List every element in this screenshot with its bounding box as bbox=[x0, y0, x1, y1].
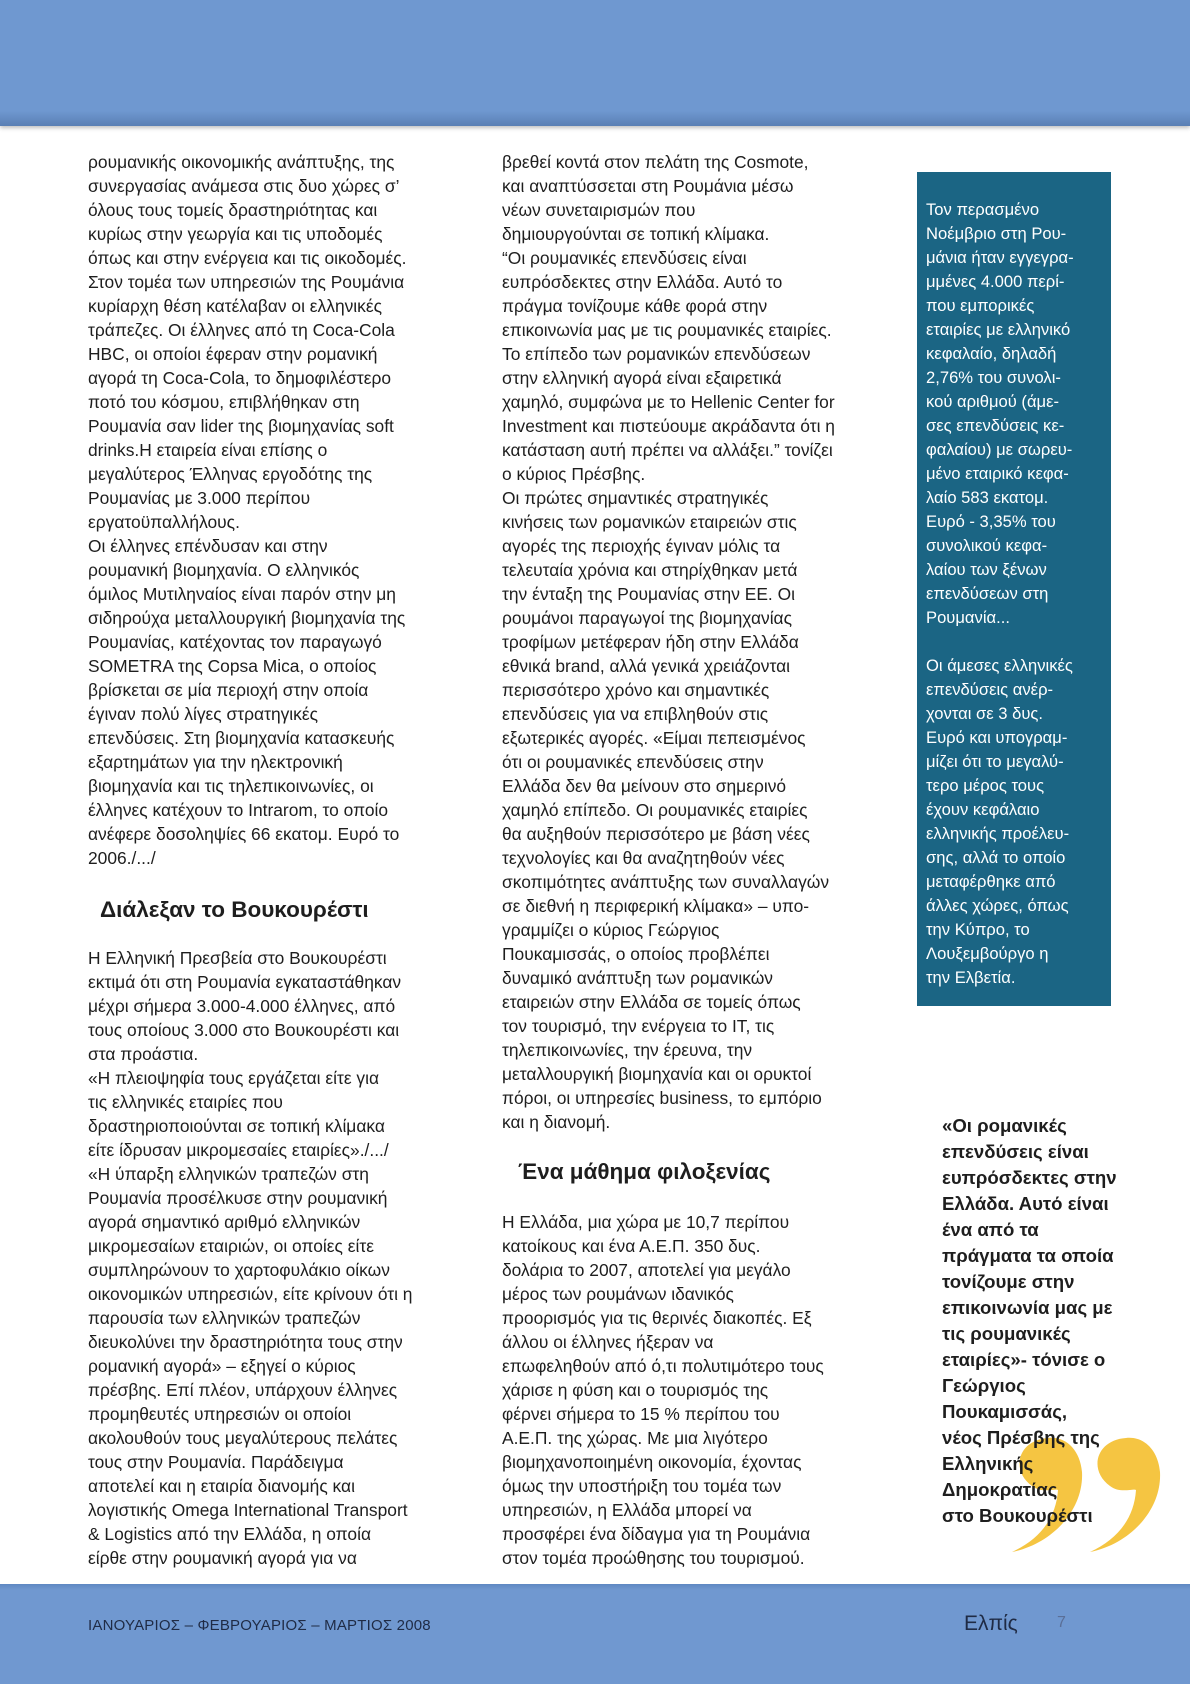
section-heading: Ένα μάθημα φιλοξενίας bbox=[518, 1159, 771, 1184]
header-band bbox=[0, 0, 1190, 126]
paragraph: Στον τομέα των υπηρεσιών της Ρουμάνια κυρίαρχη θέση κατέλαβαν οι ελληνικές τράπεζες. Οι έλληνες από τη Coca-Cola HBC, οι οποίοι έφεραν στην ρομανική αγορά τη Coca-Cola, το δημοφιλέστερο ποτό του κόσμου, επιβλήθηκαν στη Ρουμανία σαν lider της βιομηχανίας soft drinks.Η εταιρεία είναι επίσης ο μεγαλύτερος Έλληνας εργοδότης της Ρουμανίας με 3.000 περίπου εργατοϋπαλλήλους. bbox=[88, 272, 405, 532]
page-number: 7 bbox=[1057, 1614, 1066, 1631]
article-column-2 bbox=[502, 150, 882, 1570]
pull-quote bbox=[942, 1113, 1182, 1529]
paragraph: βρεθεί κοντά στον πελάτη της Cosmote, και αναπτύσσεται στη Ρουμάνια μέσω νέων συνεταιρισμών που δημιουργούνται σε τοπική κλίμακα. bbox=[502, 152, 809, 244]
section-heading: Διάλεξαν το Βουκουρέστι bbox=[100, 897, 369, 922]
paragraph: Η Ελληνική Πρεσβεία στο Βουκουρέστι εκτιμά ότι στη Ρουμανία εγκαταστάθηκαν μέχρι σήμερα 3.000-4.000 έλληνες, από τους οποίους 3.000 στο Βουκουρέστι και στα προάστια. bbox=[88, 948, 402, 1064]
paragraph: Οι πρώτες σημαντικές στρατηγικές κινήσεις των ρομανικών εταιρειών στις αγορές της περιοχής έγιναν μόλις τα τελευταία χρόνια και στηρίχθηκαν μετά την ένταξη της Ρουμανίας στην ΕΕ. Οι ρουμάνοι παραγωγοί της βιομηχανίας τροφίμων μετέφεραν ήδη στην Ελλάδα εθνικά brand, αλλά γενικά χρειάζονται περισσότερο χρόνο και σημαντικές επενδύσεις για να επιβληθούν στις εξωτερικές αγορές. «Είμαι πεπεισμένος ότι οι ρουμανικές επενδύσεις στην Ελλάδα δεν θα μείνουν στο σημερινό χαμηλό επίπεδο. Οι ρουμανικές εταιρίες θα αυξηθούν περισσότερο με βάση νέες τεχνολογίες και θα αναζητηθούν νέες σκοπιμότητες ανάπτυξης των συναλλαγών σε διεθνή η περιφερική κλίμακα» – υπο- γραμμίζει ο κύριος Γεώργιος Πουκαμισσάς, ο οποίος προβλέπει δυναμικό ανάπτυξη των ρομανικών εταιρειών στην Ελλάδα σε τομείς όπως τον τουρισμό, την ενέργεια το IT, τις τηλεπικοινωνίες, την έρευνα, την μεταλλουργική βιομηχανία και οι ορυκτοί πόροι, οι υπηρεσίες business, το εμπόριο και η διανομή. bbox=[502, 488, 830, 1132]
paragraph: ρουμανικής οικονομικής ανάπτυξης, της συνεργασίας ανάμεσα στις δυο χώρες σ’ όλους τους τομείς δραστηριότητας και κυρίως στην γεωργία και τις υποδομές όπως και στην ενέργεια και τις οικοδομές. bbox=[88, 152, 407, 268]
sidebar-paragraph: Οι άμεσες ελληνικές επενδύσεις ανέρ- χονται σε 3 δυς. Ευρό και υπογραμ- μίζει ότι το μεγαλύ- τερο μέρος τους έχουν κεφάλαιο ελληνικής προέλευ- σης, αλλά το οποίο μεταφέρθηκε από άλλες χώρες, όπως την Κύπρο, το Λουξεμβούργο η την Ελβετία. bbox=[926, 656, 1073, 987]
sidebar-paragraph: Τον περασμένο Νοέμβριο στη Ρου- μάνια ήταν εγγεγρα- μμένες 4.000 περί- που εμπορικές εταιρίες με ελληνικό κεφαλαίο, δηλαδή 2,76% του συνολι- κού αριθμού (άμε- σες επενδύσεις κε- φαλαίου) με σωρευ- μένο εταιρικό κεφα- λαίο 583 εκατομ. Ευρό - 3,35% του συνολικού κεφα- λαίου των ξένων επενδύσεων στη Ρουμανία... bbox=[926, 200, 1074, 627]
footer-date: ΙΑΝΟΥΑΡΙΟΣ – ΦΕΒΡΟΥΑΡΙΟΣ – ΜΑΡΤΙΟΣ 2008 bbox=[88, 1617, 431, 1634]
paragraph: «Η πλειοψηφία τους εργάζεται είτε για τις ελληνικές εταιρίες που δραστηριοποιούνται σε τοπική κλίμακα είτε ίδρυσαν μικρομεσαίες εταιρίες»./.../ bbox=[88, 1068, 389, 1160]
paragraph: Η Ελλάδα, μια χώρα με 10,7 περίπου κατοίκους και ένα Α.Ε.Π. 350 δυς. δολάρια το 2007, αποτελεί για μεγάλο μέρος των ρουμάνων ιδανικός προορισμός για τις θερινές διακοπές. Εξ άλλου οι έλληνες ήξεραν να επωφεληθούν από ό,τι πολυτιμότερο τους χάρισε η φύση και ο τουρισμός της φέρνει σήμερα το 15 % περίπου του Α.Ε.Π. της χώρας. Με μια λιγότερο βιομηχανοποιημένη οικονομία, έχοντας όμως την υποστήριξη του τομέα των υπηρεσιών, η Ελλάδα μπορεί να προσφέρει ένα δίδαγμα για τη Ρουμάνια στον τομέα προώθησης του τουρισμού. bbox=[502, 1212, 824, 1568]
article-column-1 bbox=[88, 150, 468, 1570]
pull-quote-text: «Οι ρομανικές επενδύσεις είναι ευπρόσδεκτες στην Ελλάδα. Αυτό είναι ένα από τα πράγματα τα οποία τονίζουμε στην επικοινωνία μας με τις ρουμανικές εταιρίες»- τόνισε ο Γεώργιος Πουκαμισσάς, νέος Πρέσβης της Ελληνικής Δημοκρατίας στο Βουκουρέστι bbox=[942, 1115, 1117, 1526]
magazine-name: Ελπίς bbox=[964, 1612, 1018, 1635]
paragraph: “Οι ρουμανικές επενδύσεις είναι ευπρόσδεκτες στην Ελλάδα. Αυτό το πράγμα τονίζουμε κάθε φορά στην επικοινωνία μας με τις ρουμανικές εταιρίες. Το επίπεδο των ρομανικών επενδύσεων στην ελληνική αγορά είναι εξαιρετικά χαμηλό, συμφώνα με το Hellenic Center for Investment και πιστεύουμε ακράδαντα ότι η κατάσταση αυτή πρέπει να αλλάξει.” τονίζει ο κύριος Πρέσβης. bbox=[502, 248, 835, 484]
sidebar-box bbox=[917, 172, 1111, 1006]
paragraph: «Η ύπαρξη ελληνικών τραπεζών στη Ρουμανία προσέλκυσε στην ρουμανική αγορά σημαντικό αριθμό ελληνικών μικρομεσαίων εταιριών, οι οποίες είτε συμπληρώνουν το χαρτοφυλάκιο οίκων οικονομικών υπηρεσιών, είτε κρίνουν ότι η παρουσία των ελληνικών τραπεζών διευκολύνει την δραστηριότητα τους στην ρομανική αγορά» – εξηγεί ο κύριος πρέσβης. Επί πλέον, υπάρχουν έλληνες προμηθευτές υπηρεσιών οι οποίοι ακολουθούν τους μεγαλύτερους πελάτες τους στην Ρουμανία. Παράδειγμα αποτελεί και η εταιρία διανομής και λογιστικής Omega International Transport & Logistics από την Ελλάδα, η οποία είρθε στην ρουμανική αγορά για να bbox=[88, 1164, 413, 1568]
paragraph: Οι έλληνες επένδυσαν και στην ρουμανική βιομηχανία. Ο ελληνικός όμιλος Μυτιληναίος είναι παρόν στην μη σιδηρούχα μεταλλουργική βιομηχανία της Ρουμανίας, κατέχοντας τον παραγωγό SOMETRA της Copsa Mica, ο οποίος βρίσκεται σε μία περιοχή στην οποία έγιναν πολύ λίγες στρατηγικές επενδύσεις. Στη βιομηχανία κατασκευής εξαρτημάτων για την ηλεκτρονική βιομηχανία και τις τηλεπικοινωνίες, οι έλληνες κατέχουν το Intrarom, το οποίο ανέφερε δοσοληψίες 66 εκατομ. Ευρό το 2006./.../ bbox=[88, 536, 406, 868]
